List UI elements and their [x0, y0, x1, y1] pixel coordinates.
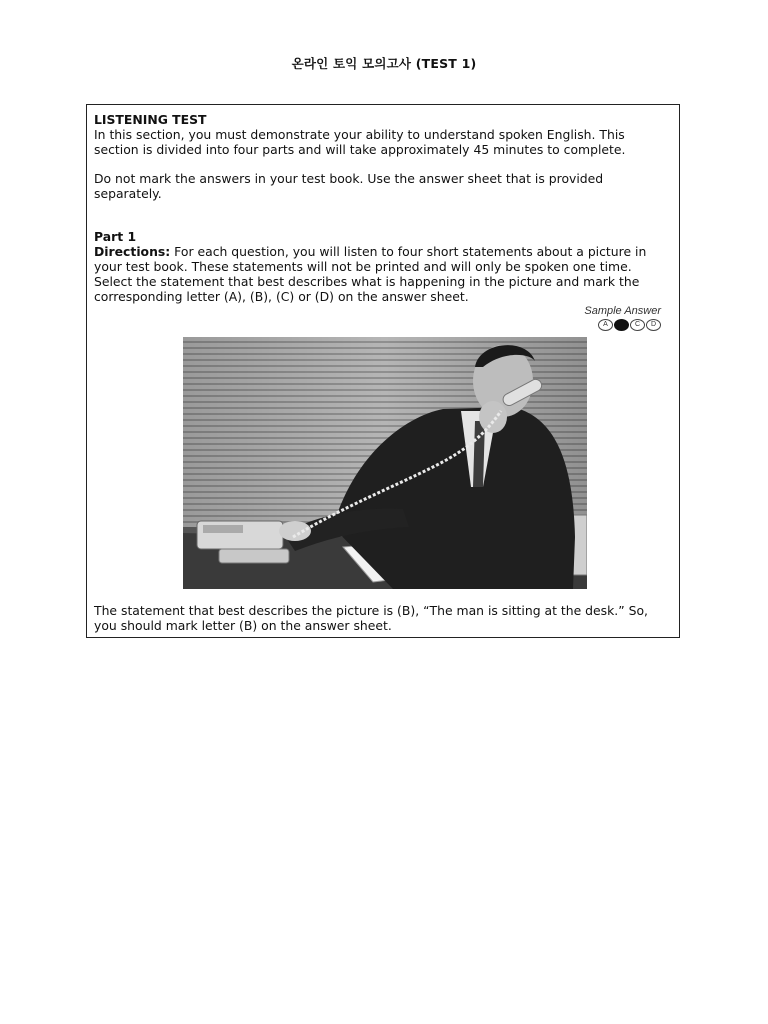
listening-intro: In this section, you must demonstrate your ability to understand spoken English. This section is divided into four parts and will take approximately 45 minutes to complete.: [94, 127, 626, 157]
directions-label: Directions:: [94, 244, 171, 259]
page-title: 온라인 토익 모의고사 (TEST 1): [291, 56, 477, 71]
answer-caption: The statement that best describes the picture is (B), “The man is sitting at the desk.” So, you should mark letter (B) on the answer sheet.: [94, 603, 648, 633]
directions-text: For each question, you will listen to four short statements about a picture in your test book. These statements will not be printed and will only be spoken one time. Select the statement that best describes what is happening in the picture and mark the corresponding letter (A), (B), (C) or (D) on the answer sheet.: [94, 244, 647, 304]
part1-heading: Part 1: [94, 229, 137, 244]
listening-heading: LISTENING TEST: [94, 112, 207, 127]
part1-directions: [94, 244, 672, 304]
answer-bubble-c: C: [630, 319, 645, 331]
answer-bubble-a: A: [598, 319, 613, 331]
listening-test-box: [86, 104, 680, 638]
sample-answer-label: Sample Answer: [584, 305, 661, 317]
listening-instruction: Do not mark the answers in your test book. Use the answer sheet that is provided separately.: [94, 171, 604, 201]
sample-answer: [571, 305, 661, 331]
answer-bubble-b: [614, 319, 629, 331]
answer-bubble-d: D: [646, 319, 661, 331]
office-photo: [183, 337, 587, 589]
sample-answer-bubbles: [571, 319, 661, 331]
